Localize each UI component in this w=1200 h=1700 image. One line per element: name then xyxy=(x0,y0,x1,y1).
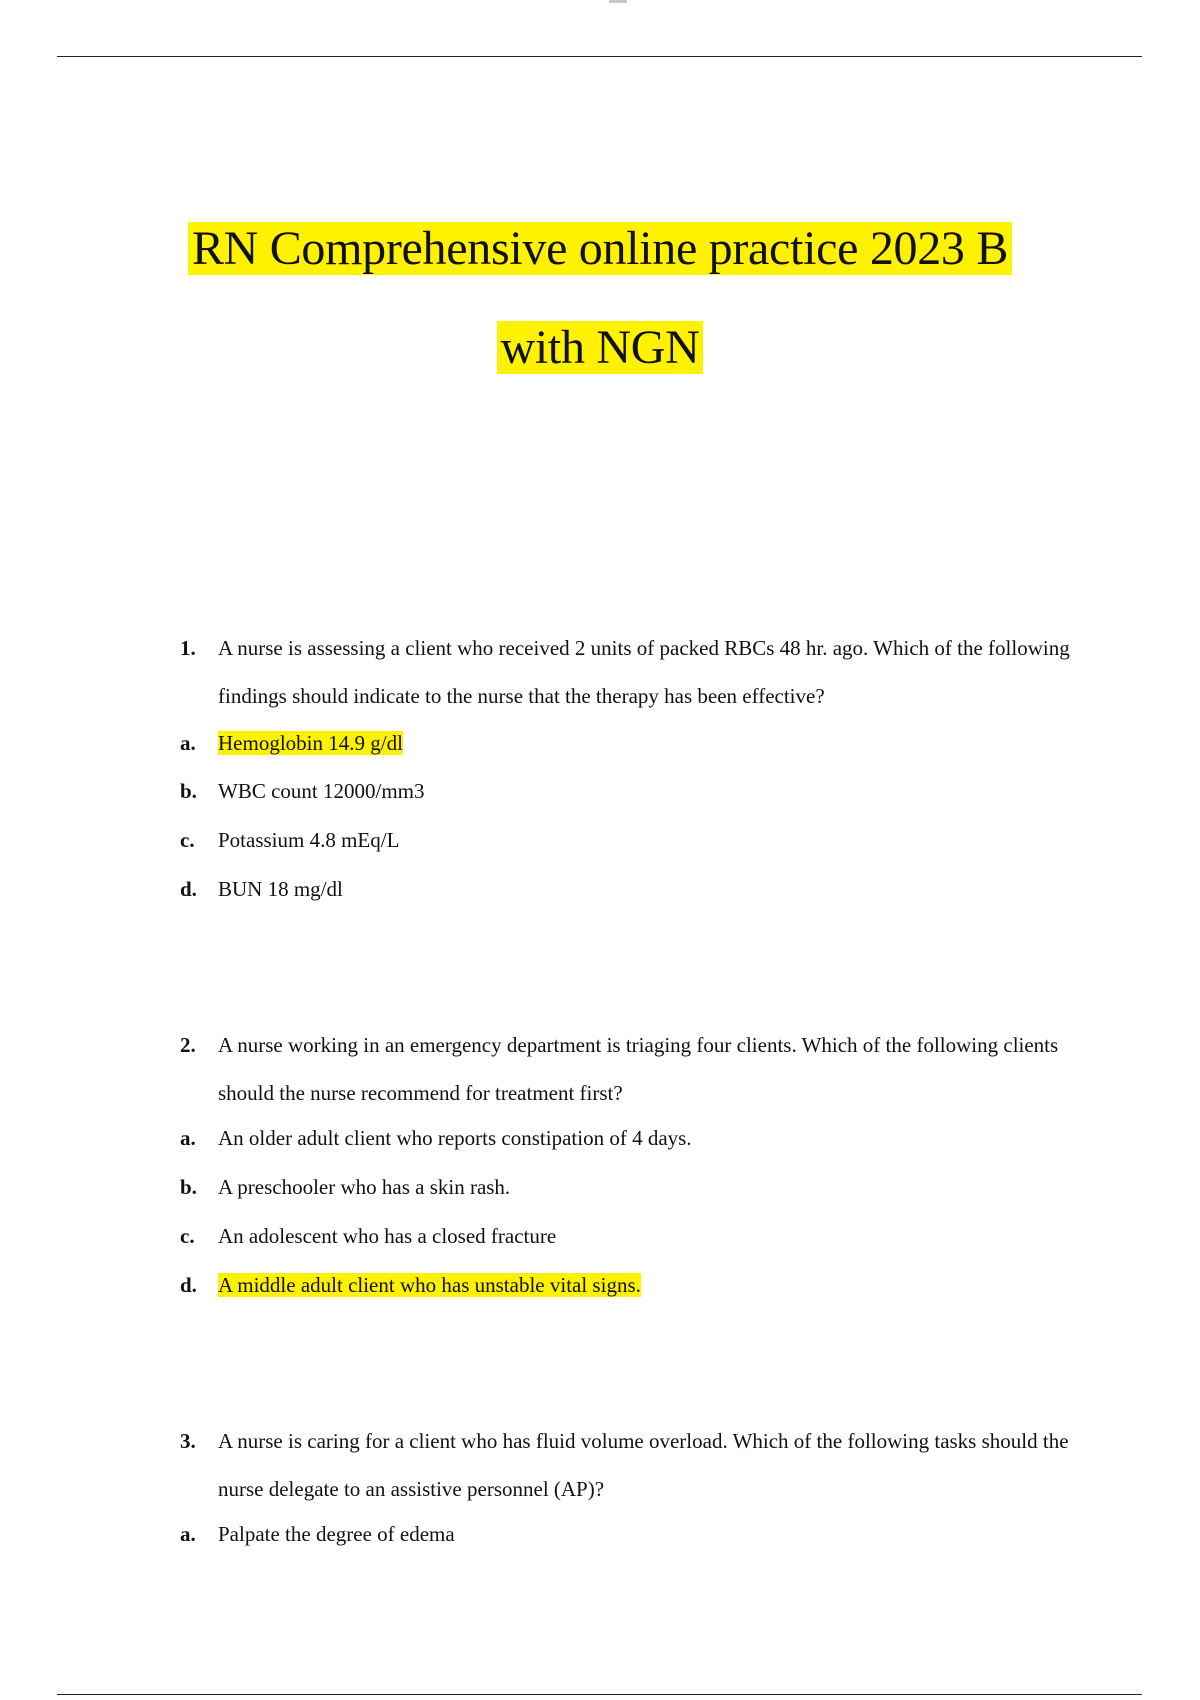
option-2b xyxy=(180,1174,510,1200)
option-letter: d. xyxy=(180,1273,197,1297)
title-line-1-text: RN Comprehensive online practice 2023 B xyxy=(188,222,1012,275)
document-title-line-1 xyxy=(0,216,1200,282)
question-3 xyxy=(180,1417,1080,1513)
option-letter: b. xyxy=(180,779,197,803)
question-number: 1. xyxy=(180,636,196,660)
option-2c xyxy=(180,1223,556,1249)
question-2 xyxy=(180,1021,1080,1117)
question-stem: A nurse is assessing a client who received 2 units of packed RBCs 48 hr. ago. Which of the following findings should indicate to the nurse that the therapy has been effective? xyxy=(218,636,1070,708)
option-text: WBC count 12000/mm3 xyxy=(218,779,425,803)
option-1c xyxy=(180,827,399,853)
header-rule xyxy=(57,56,1142,57)
option-1b xyxy=(180,778,425,804)
option-letter: b. xyxy=(180,1175,197,1199)
option-text: Potassium 4.8 mEq/L xyxy=(218,828,400,852)
option-letter: d. xyxy=(180,877,197,901)
question-number: 3. xyxy=(180,1429,196,1453)
option-2d xyxy=(180,1272,641,1298)
footer-rule xyxy=(57,1694,1142,1695)
option-2a xyxy=(180,1125,692,1151)
question-1 xyxy=(180,624,1080,720)
top-scroll-marker xyxy=(609,0,627,3)
question-stem: A nurse is caring for a client who has fluid volume overload. Which of the following tasks should the nurse delegate to an assistive personnel (AP)? xyxy=(218,1429,1069,1501)
option-text-highlighted: A middle adult client who has unstable vital signs. xyxy=(218,1273,641,1297)
option-letter: a. xyxy=(180,1522,196,1546)
option-text-highlighted: Hemoglobin 14.9 g/dl xyxy=(218,731,403,755)
option-letter: a. xyxy=(180,731,196,755)
option-3a xyxy=(180,1521,455,1547)
option-text: Palpate the degree of edema xyxy=(218,1522,455,1546)
option-1a xyxy=(180,730,403,756)
title-line-2-text: with NGN xyxy=(497,321,704,374)
document-title-line-2 xyxy=(0,315,1200,381)
option-letter: a. xyxy=(180,1126,196,1150)
option-letter: c. xyxy=(180,828,195,852)
option-1d xyxy=(180,876,343,902)
option-text: A preschooler who has a skin rash. xyxy=(218,1175,511,1199)
question-number: 2. xyxy=(180,1033,196,1057)
option-text: An older adult client who reports constipation of 4 days. xyxy=(218,1126,692,1150)
question-stem: A nurse working in an emergency department is triaging four clients. Which of the following clients should the nurse recommend for treatment first? xyxy=(218,1033,1059,1105)
option-letter: c. xyxy=(180,1224,195,1248)
option-text: An adolescent who has a closed fracture xyxy=(218,1224,557,1248)
option-text: BUN 18 mg/dl xyxy=(218,877,343,901)
